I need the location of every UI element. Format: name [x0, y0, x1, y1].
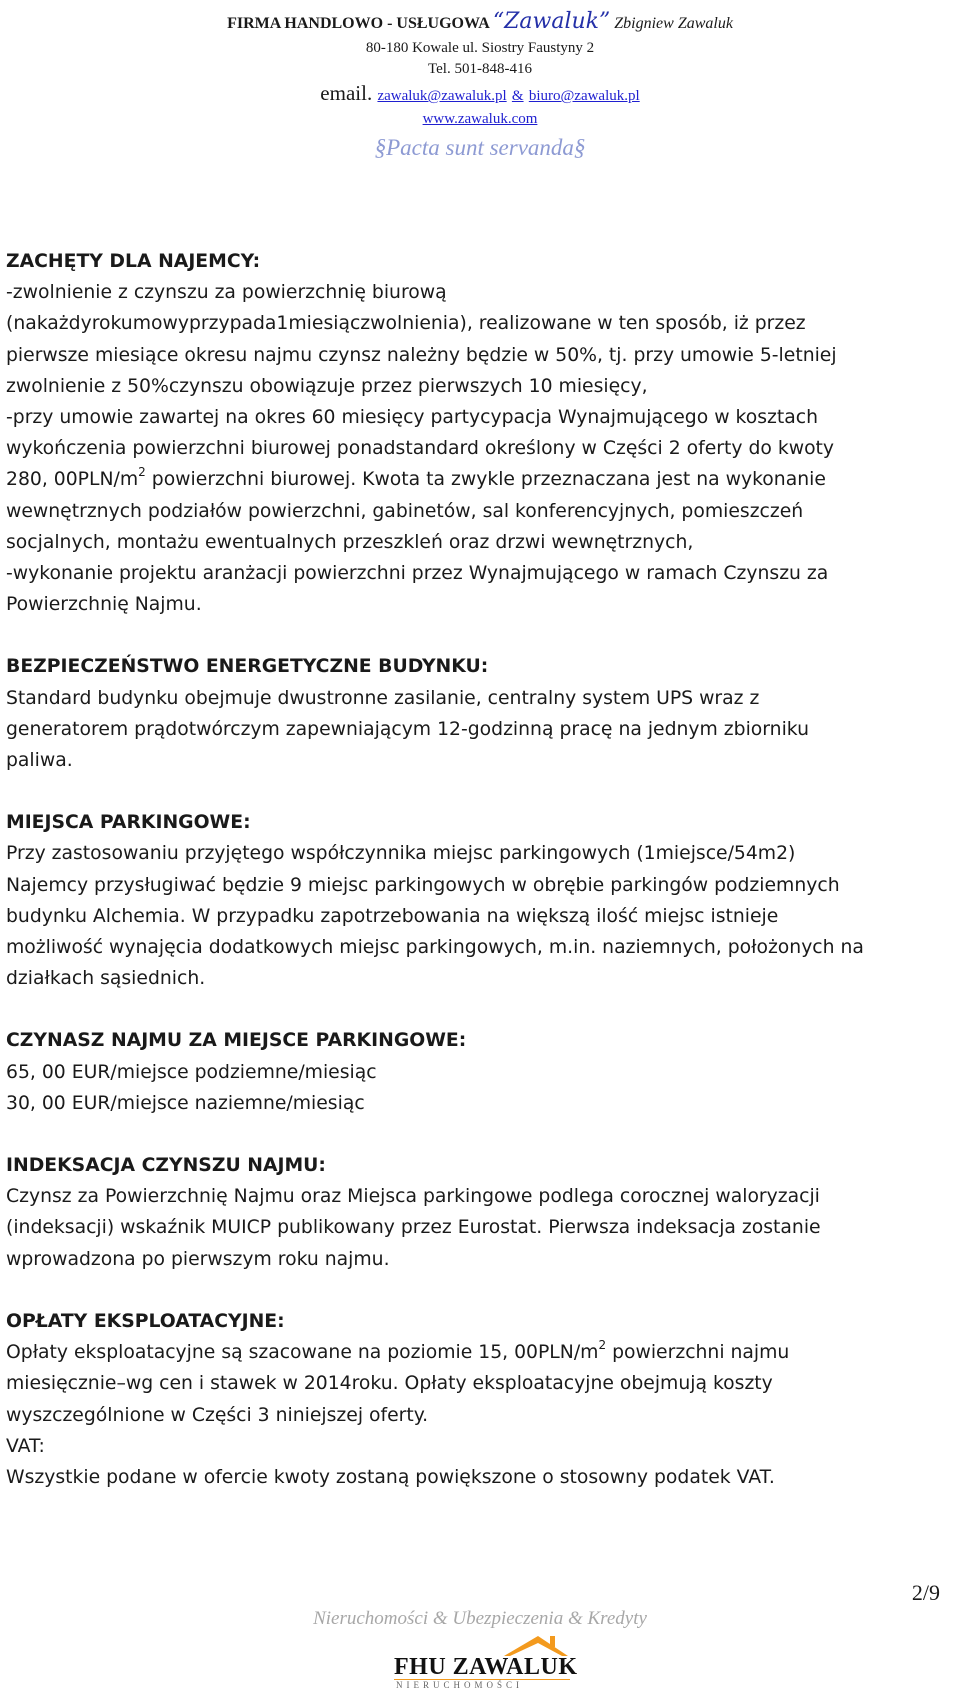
paragraph-line: Powierzchnię Najmu. [6, 594, 202, 616]
paragraph-line: wewnętrznych podziałów powierzchni, gabinetów, sal konferencyjnych, pomieszczeń [6, 500, 804, 522]
section-heading: INDEKSACJA CZYNSZU NAJMU: [6, 1155, 326, 1177]
paragraph-line: 30, 00 EUR/miejsce naziemne/miesiąc [6, 1092, 365, 1114]
footer-tagline: Nieruchomości & Ubezpieczenia & Kredyty [313, 1608, 647, 1629]
paragraph-line: generatorem prądotwórczym zapewniającym 12-godzinną pracę na jednym zbiorniku [6, 718, 810, 740]
email-label: email. [320, 81, 373, 105]
section-heading: CZYNASZ NAJMU ZA MIEJSCE PARKINGOWE: [6, 1030, 467, 1052]
text-span: Opłaty eksploatacyjne są szacowane na poziomie 15, 00PLN/m [6, 1342, 599, 1364]
paragraph-line: wprowadzona po pierwszym roku najmu. [6, 1248, 390, 1270]
company-phone: Tel. 501-848-416 [428, 61, 532, 77]
superscript: 2 [138, 465, 146, 480]
paragraph-line: budynku Alchemia. W przypadku zapotrzebowania na większą ilość miejsc istnieje [6, 905, 779, 927]
paragraph-line: zwolnienie z 50%czynszu obowiązuje przez pierwszych 10 miesięcy, [6, 375, 648, 397]
paragraph-line: wykończenia powierzchni biurowej ponadstandard określony w Części 2 oferty do kwoty [6, 438, 835, 460]
paragraph-line [6, 464, 956, 495]
paragraph-line: możliwość wynajęcia dodatkowych miejsc parkingowych, m.in. naziemnych, położonych na [6, 937, 864, 959]
paragraph-line: wyszczególnione w Części 3 niniejszej oferty. [6, 1404, 429, 1426]
website-link[interactable]: www.zawaluk.com [422, 111, 538, 127]
email-link-1[interactable]: zawaluk@zawaluk.pl [377, 88, 507, 104]
document-body [6, 246, 956, 1524]
paragraph-line: Standard budynku obejmuje dwustronne zasilanie, centralny system UPS wraz z [6, 687, 760, 709]
paragraph-line: (nakażdyrokumowyprzypada1miesiączwolnienia), realizowane w ten sposób, iż przez [6, 313, 806, 335]
paragraph-line: miesięcznie–wg cen i stawek w 2014roku. Opłaty eksploatacyjne obejmują koszty [6, 1373, 773, 1395]
section-heading: BEZPIECZEŃSTWO ENERGETYCZNE BUDYNKU: [6, 656, 489, 678]
paragraph-line: socjalnych, montażu ewentualnych przeszkleń oraz drzwi wewnętrznych, [6, 531, 694, 553]
section-heading: MIEJSCA PARKINGOWE: [6, 812, 251, 834]
logo-subtext: NIERUCHOMOŚCI [396, 1680, 524, 1690]
company-script-name: “Zawaluk” [492, 9, 611, 34]
section-parking [6, 807, 956, 994]
section-heading: OPŁATY EKSPLOATACYJNE: [6, 1310, 285, 1332]
paragraph-line: -przy umowie zawartej na okres 60 miesięcy partycypacja Wynajmującego w kosztach [6, 407, 818, 429]
page-number: 2/9 [911, 1580, 940, 1605]
company-address: 80-180 Kowale ul. Siostry Faustyny 2 [365, 40, 595, 56]
section-energy [6, 651, 956, 776]
text-span: powierzchni najmu [606, 1342, 790, 1364]
superscript: 2 [598, 1338, 607, 1353]
paragraph-line: 65, 00 EUR/miejsce podziemne/miesiąc [6, 1061, 377, 1083]
company-line [0, 8, 960, 38]
company-prefix: FIRMA HANDLOWO - USŁUGOWA [227, 15, 489, 32]
letterhead [0, 8, 960, 165]
email-separator: & [511, 88, 524, 104]
section-fees [6, 1306, 956, 1493]
motto: §Pacta sunt servanda§ [374, 135, 586, 160]
company-logo [392, 1630, 578, 1688]
vat-text: Wszystkie podane w ofercie kwoty zostaną powiększone o stosowny podatek VAT. [6, 1466, 775, 1488]
text-span: powierzchni biurowej. Kwota ta zwykle przeznaczana jest na wykonanie [145, 469, 826, 491]
section-parking-rent [6, 1025, 956, 1119]
section-incentives [6, 246, 956, 620]
vat-label: VAT: [6, 1435, 45, 1457]
paragraph-line: Przy zastosowaniu przyjętego współczynnika miejsc parkingowych (1miejsce/54m2) [6, 843, 796, 865]
paragraph-line: Czynsz za Powierzchnię Najmu oraz Miejsca parkingowe podlega corocznej waloryzacji [6, 1186, 820, 1208]
logo-text: FHU ZAWALUK [394, 1654, 578, 1680]
paragraph-line: Najemcy przysługiwać będzie 9 miejsc parkingowych w obrębie parkingów podziemnych [6, 874, 840, 896]
paragraph-line: -wykonanie projektu aranżacji powierzchni przez Wynajmującego w ramach Czynszu za [6, 563, 829, 585]
paragraph-line [6, 1337, 956, 1368]
paragraph-line: paliwa. [6, 750, 73, 772]
section-indexation [6, 1150, 956, 1275]
paragraph-line: -zwolnienie z czynszu za powierzchnię biurową [6, 282, 447, 304]
email-line [0, 80, 960, 109]
paragraph-line: (indeksacji) wskaźnik MUICP publikowany przez Eurostat. Pierwsza indeksacja zostanie [6, 1217, 821, 1239]
email-link-2[interactable]: biuro@zawaluk.pl [528, 88, 640, 104]
website-line [0, 109, 960, 129]
paragraph-line: działkach sąsiednich. [6, 968, 206, 990]
section-heading: ZACHĘTY DLA NAJEMCY: [6, 251, 261, 272]
paragraph-line: pierwsze miesiące okresu najmu czynsz należny będzie w 50%, tj. przy umowie 5-letniej [6, 344, 837, 366]
text-span: 280, 00PLN/m [6, 469, 139, 491]
owner-name: Zbigniew Zawaluk [614, 15, 733, 32]
